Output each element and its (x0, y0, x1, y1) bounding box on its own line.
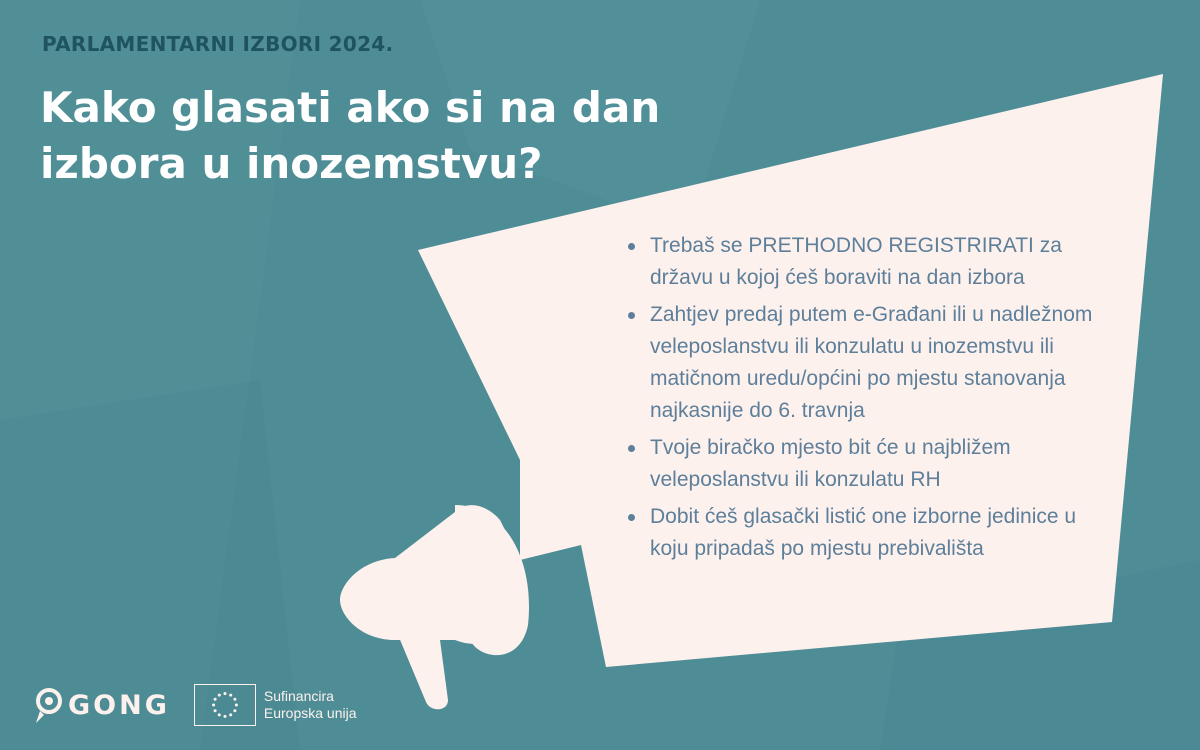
info-list (626, 230, 1096, 570)
list-item: Dobit ćeš glasački listić one izborne jedinice u koju pripadaš po mjestu prebivališta (626, 501, 1096, 565)
eu-funding-label (264, 688, 357, 722)
gong-logo-icon (34, 685, 64, 725)
list-item: Zahtjev predaj putem e-Građani ili u nadležnom veleposlanstvu ili konzulatu u inozemstvu ili matičnom uredu/općini po mjestu stanovanja najkasnije do 6. travnja (626, 299, 1096, 427)
megaphone-icon (340, 505, 529, 709)
kicker-label: PARLAMENTARNI IZBORI 2024. (42, 32, 394, 56)
eu-line-1: Sufinancira (263, 688, 334, 704)
eu-flag-icon (194, 684, 256, 726)
gong-logo-text: GONG (68, 689, 170, 721)
list-item: Tvoje biračko mjesto bit će u najbližem veleposlanstvu ili konzulatu RH (626, 432, 1096, 496)
gong-logo (34, 685, 170, 725)
footer (34, 682, 357, 728)
list-item: Trebaš se PRETHODNO REGISTRIRATI za državu u kojoj ćeš boraviti na dan izbora (626, 230, 1096, 294)
eu-line-2: Europska unija (263, 705, 357, 721)
page-title: Kako glasati ako si na dan izbora u inozemstvu? (40, 83, 661, 188)
